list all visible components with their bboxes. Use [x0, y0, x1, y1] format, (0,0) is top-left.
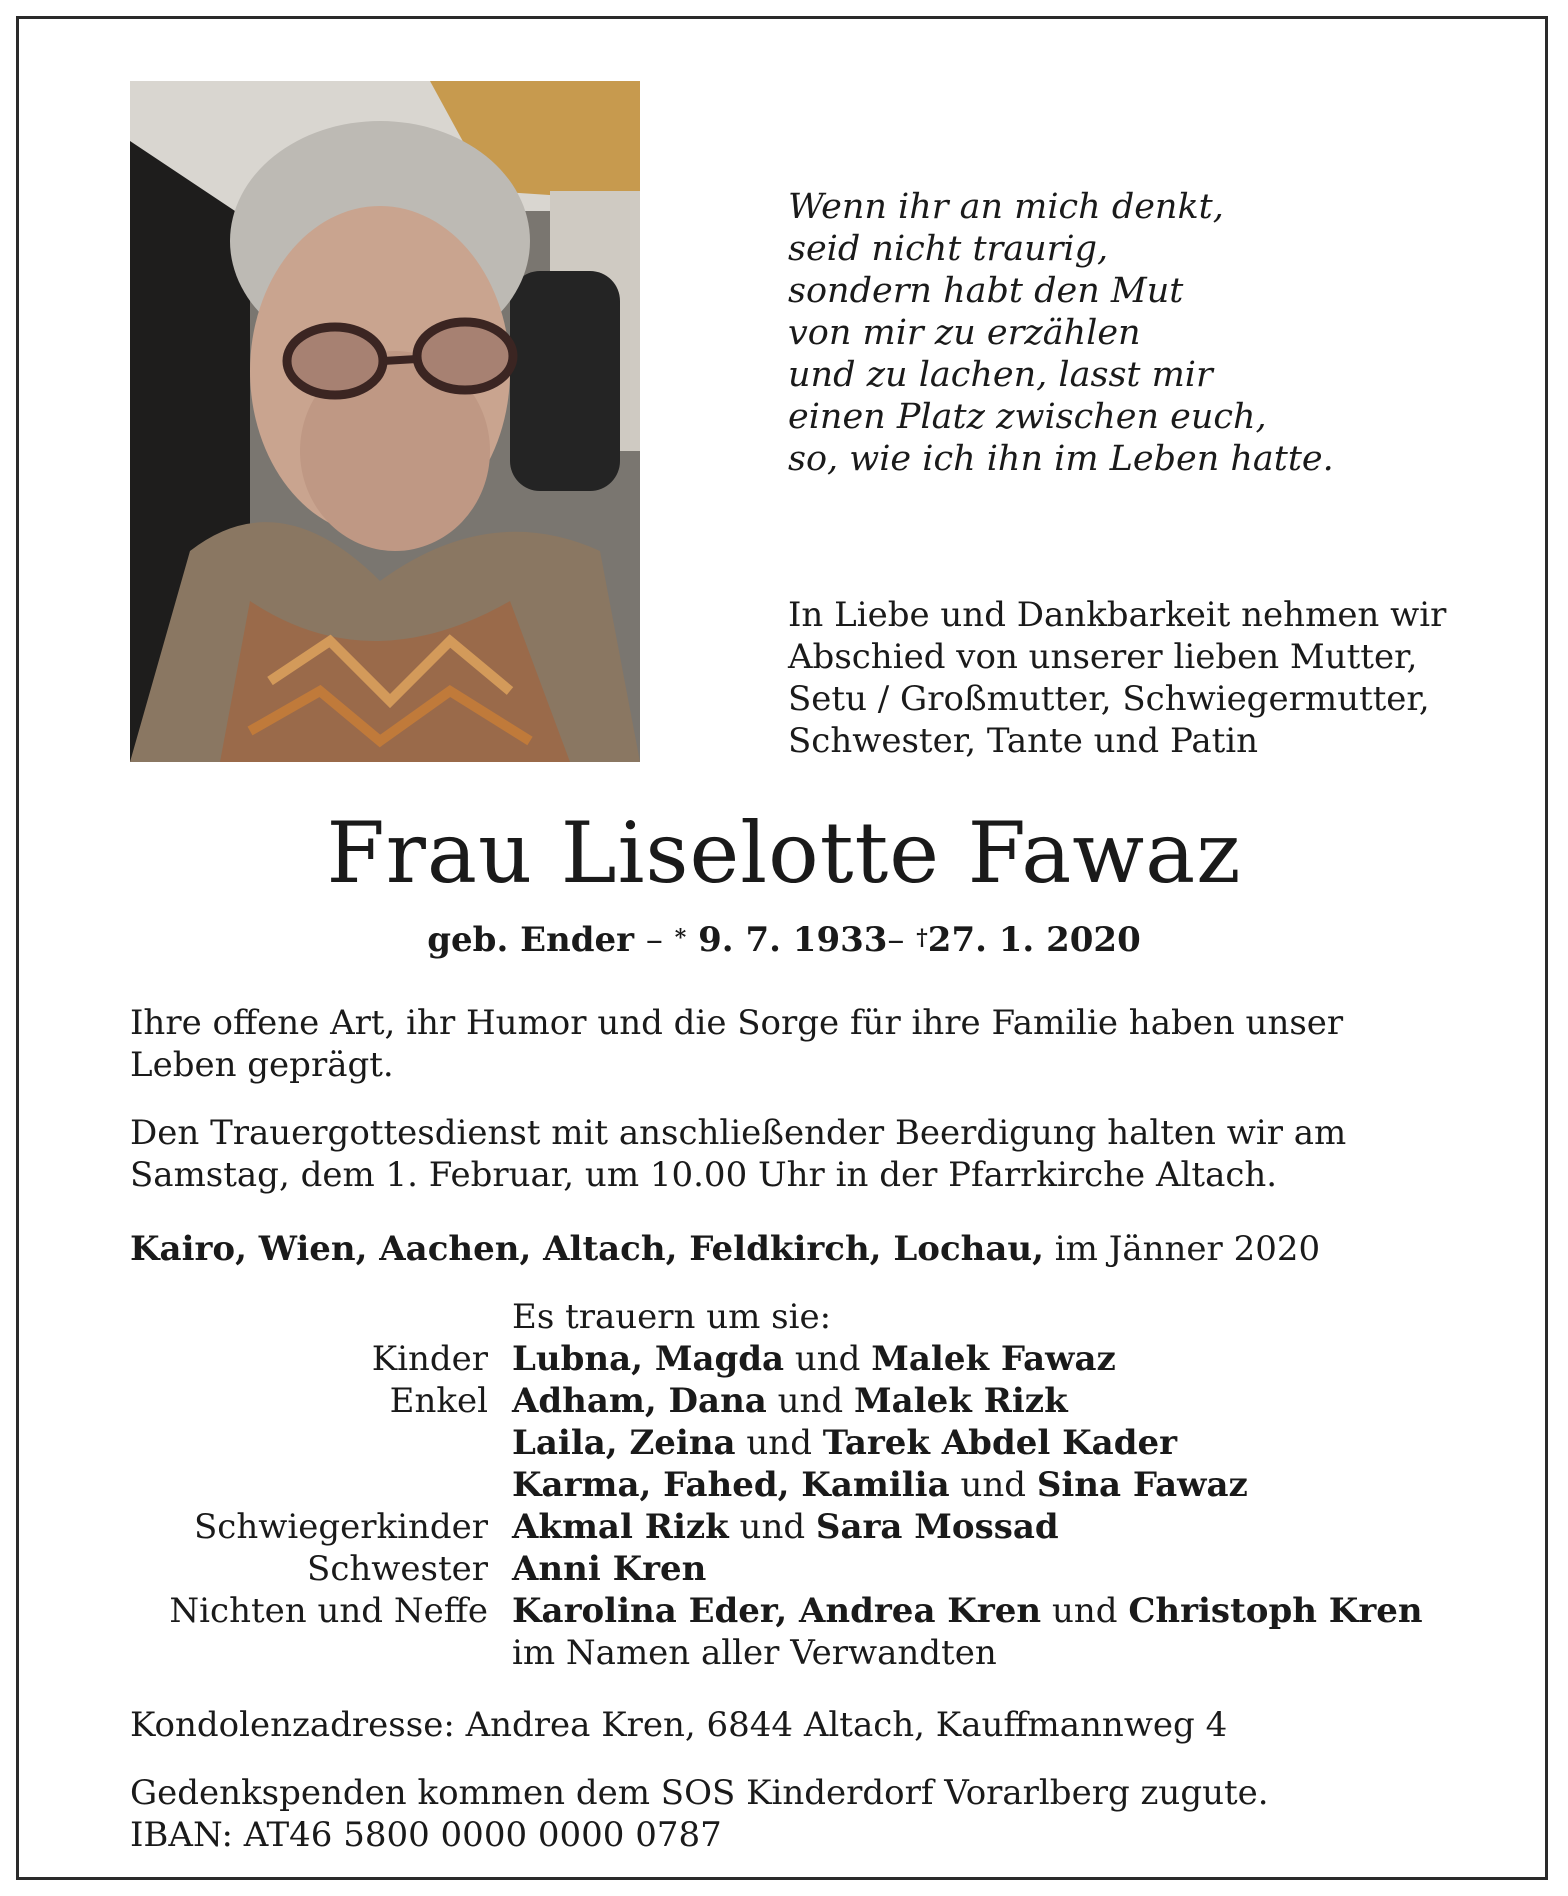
conjunction: und — [960, 1465, 1026, 1505]
mourner-label: Enkel — [389, 1381, 488, 1421]
memorial-poem — [788, 186, 1468, 480]
mourner-label: Kinder — [371, 1339, 488, 1379]
mourner-row — [130, 1590, 1460, 1632]
iban-line: IBAN: AT46 5800 0000 0000 0787 — [130, 1815, 722, 1855]
places-line — [130, 1228, 1470, 1270]
mourners-heading: Es trauern um sie: — [512, 1297, 832, 1337]
poem-line: sondern habt den Mut — [788, 271, 1184, 311]
mourner-names: Akmal Rizk — [512, 1507, 729, 1547]
deceased-name: Frau Liselotte Fawaz — [326, 804, 1242, 902]
portrait-photo — [130, 81, 640, 762]
mourner-row — [130, 1422, 1460, 1464]
mourner-names: Anni Kren — [512, 1549, 707, 1589]
poem-line: und zu lachen, lasst mir — [788, 355, 1213, 395]
mourner-names: Malek Fawaz — [871, 1339, 1116, 1379]
farewell-intro — [788, 594, 1447, 762]
intro-line: Abschied von unserer lieben Mutter, — [788, 637, 1418, 677]
death-symbol: † — [916, 925, 928, 951]
condolence-address: Kondolenzadresse: Andrea Kren, 6844 Altach, Kauffmannweg 4 — [130, 1705, 1228, 1745]
life-dates — [0, 918, 1568, 962]
donation-note: Gedenkspenden kommen dem SOS Kinderdorf Vorarlberg zugute. — [130, 1773, 1269, 1813]
conjunction: und — [777, 1381, 844, 1421]
mourner-names: Adham, Dana — [512, 1381, 767, 1421]
mourner-names: Tarek Abdel Kader — [822, 1423, 1178, 1463]
poem-line: von mir zu erzählen — [788, 313, 1141, 353]
mourner-names: Lubna, Magda — [512, 1339, 785, 1379]
funeral-paragraph: Den Trauergottesdienst mit anschließender Beerdigung halten wir am Samstag, dem 1. Februar, um 10.00 Uhr in der Pfarrkirche Altach. — [130, 1113, 1347, 1195]
mourner-row — [130, 1464, 1460, 1506]
conjunction: und — [746, 1423, 812, 1463]
poem-line: Wenn ihr an mich denkt, — [788, 187, 1224, 227]
mourner-names: Christoph Kren — [1128, 1591, 1423, 1631]
poem-line: so, wie ich ihn im Leben hatte. — [788, 439, 1334, 479]
mourner-names: Sina Fawaz — [1036, 1465, 1248, 1505]
tribute-paragraph: Ihre offene Art, ihr Humor und die Sorge für ihre Familie haben unser Leben geprägt. — [130, 1003, 1344, 1085]
mourner-label — [130, 1464, 512, 1506]
mourner-names: Karolina Eder, Andrea Kren — [512, 1591, 1042, 1631]
mourner-label: Nichten und Neffe — [169, 1591, 488, 1631]
birth-symbol: * — [674, 925, 687, 951]
mourner-names: Laila, Zeina — [512, 1423, 736, 1463]
mourners-closing: im Namen aller Verwandten — [512, 1633, 997, 1673]
intro-line: Setu / Großmutter, Schwiegermutter, — [788, 679, 1430, 719]
separator-dash: – — [645, 920, 663, 960]
mourner-label: Schwester — [307, 1549, 488, 1589]
mourner-row — [130, 1338, 1460, 1380]
mourner-label — [130, 1422, 512, 1464]
mourner-row — [130, 1548, 1460, 1590]
mourner-row — [130, 1506, 1460, 1548]
mourner-names: Sara Mossad — [815, 1507, 1059, 1547]
poem-line: einen Platz zwischen euch, — [788, 397, 1267, 437]
mourner-row — [130, 1380, 1460, 1422]
places-date: im Jänner 2020 — [1054, 1229, 1321, 1269]
birth-name: geb. Ender — [427, 920, 635, 960]
conjunction: und — [739, 1507, 806, 1547]
intro-line: Schwester, Tante und Patin — [788, 721, 1259, 761]
conjunction: und — [794, 1339, 861, 1379]
mourner-names: Karma, Fahed, Kamilia — [512, 1465, 950, 1505]
birth-date: 9. 7. 1933 — [698, 920, 888, 960]
conjunction: und — [1051, 1591, 1118, 1631]
mourners-list — [130, 1338, 1460, 1632]
mourner-label: Schwiegerkinder — [194, 1507, 488, 1547]
poem-line: seid nicht traurig, — [788, 229, 1109, 269]
separator-dash: – — [887, 920, 905, 960]
death-date: 27. 1. 2020 — [927, 920, 1141, 960]
intro-line: In Liebe und Dankbarkeit nehmen wir — [788, 595, 1447, 635]
places-cities: Kairo, Wien, Aachen, Altach, Feldkirch, Lochau, — [130, 1229, 1044, 1269]
mourner-names: Malek Rizk — [854, 1381, 1068, 1421]
